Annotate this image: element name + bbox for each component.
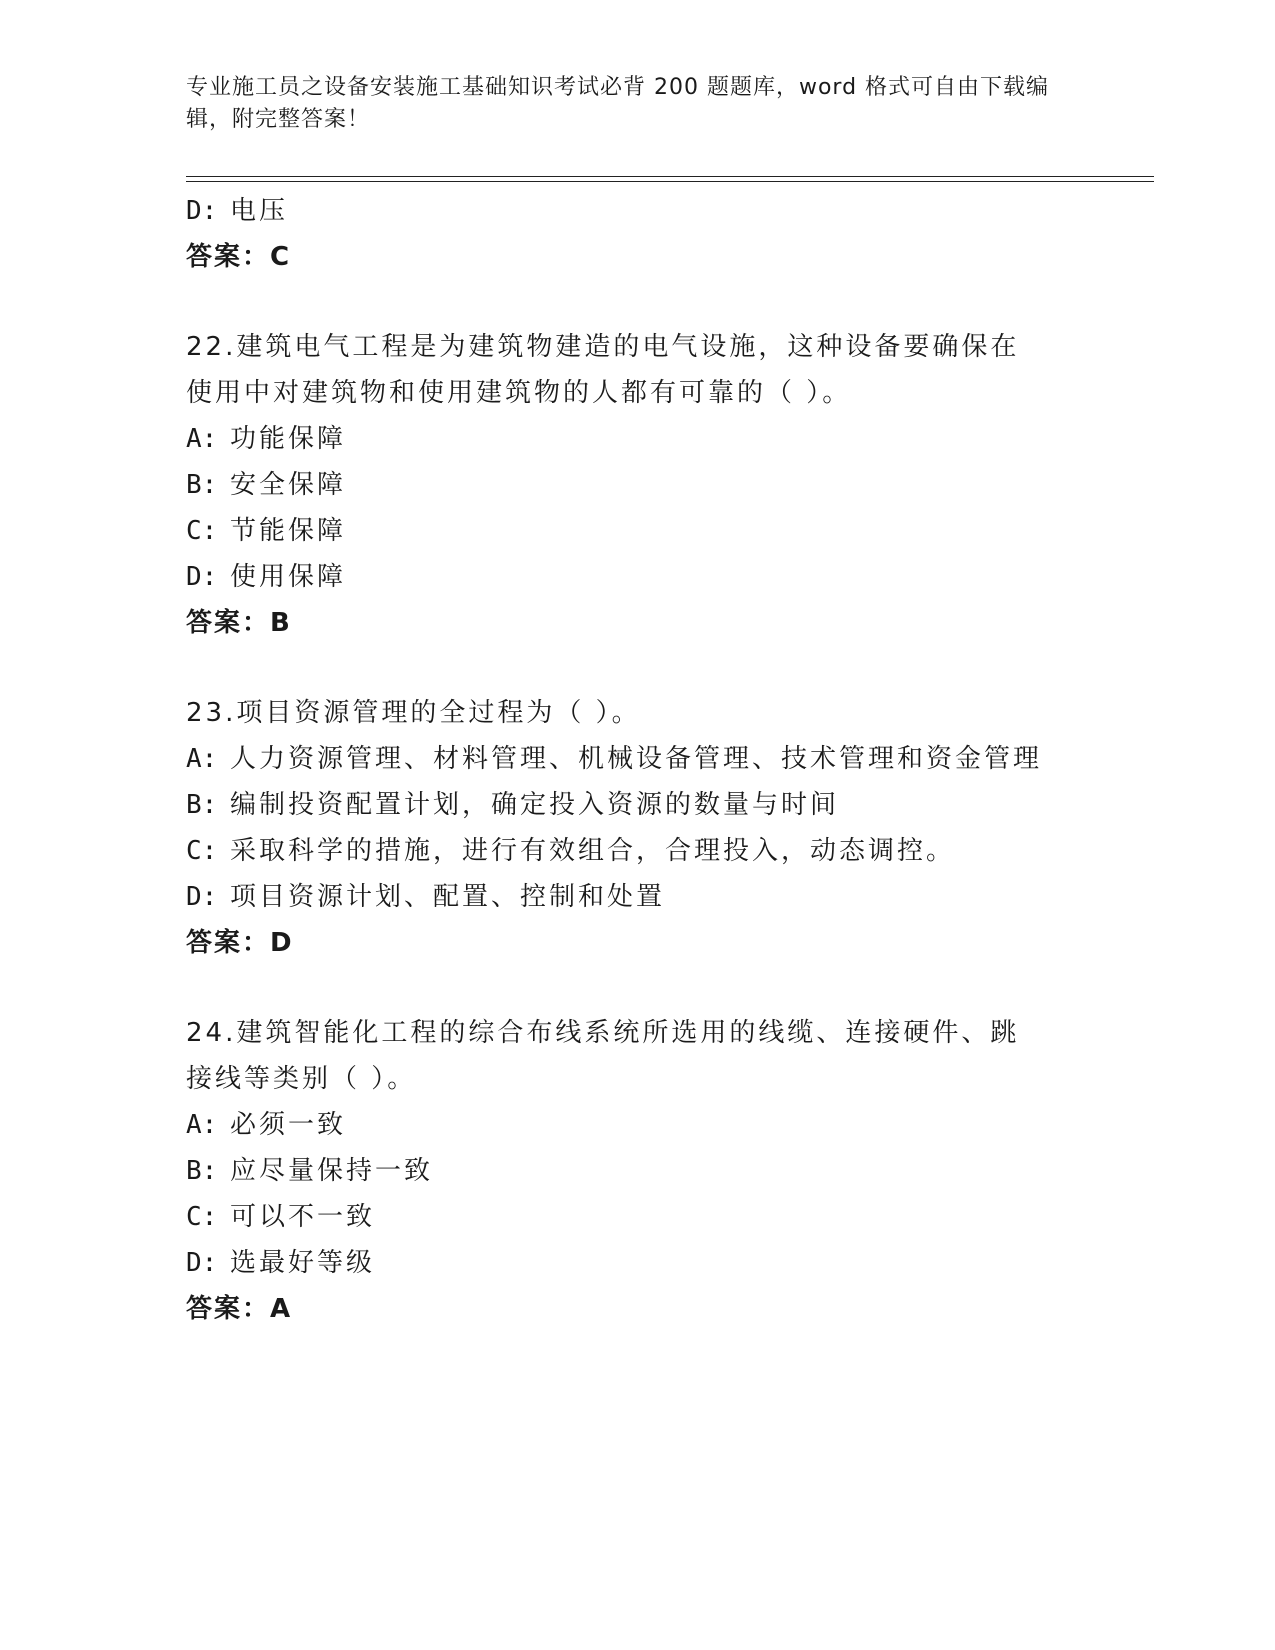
option-text: 功能保障 — [230, 424, 347, 454]
question-stem: 23.项目资源管理的全过程为（ ）。 — [186, 698, 641, 728]
option-a — [186, 1102, 1086, 1148]
answer: 答案：B — [186, 608, 292, 638]
option-text: 项目资源计划、配置、控制和处置 — [230, 882, 666, 912]
option-b — [186, 782, 1086, 828]
question-stem: 24.建筑智能化工程的综合布线系统所选用的线缆、连接硬件、跳接线等类别（ ）。 — [186, 1018, 1020, 1094]
option-letter: C: — [186, 516, 218, 546]
option-letter: A: — [186, 744, 218, 774]
option-d — [186, 554, 1086, 600]
option-letter: B: — [186, 470, 218, 500]
answer: 答案：C — [186, 242, 292, 272]
question-21-tail — [186, 188, 1086, 280]
option-d — [186, 1240, 1086, 1286]
option-c — [186, 508, 1086, 554]
option-b — [186, 1148, 1086, 1194]
option-c — [186, 1194, 1086, 1240]
header-rule-top — [186, 176, 1154, 177]
answer: 答案：D — [186, 928, 294, 958]
option-letter: A: — [186, 424, 218, 454]
option-c — [186, 828, 1086, 874]
option-text: 人力资源管理、材料管理、机械设备管理、技术管理和资金管理 — [230, 744, 1043, 774]
option-letter: D: — [186, 196, 218, 226]
option-letter: A: — [186, 1110, 218, 1140]
option-d — [186, 874, 1086, 920]
question-23 — [186, 690, 1086, 966]
option-text: 节能保障 — [230, 516, 347, 546]
option-text: 安全保障 — [230, 470, 347, 500]
header-rule-bottom — [186, 181, 1154, 182]
document-header: 专业施工员之设备安装施工基础知识考试必背 200 题题库，word 格式可自由下载编辑，附完整答案！ — [186, 75, 1050, 132]
answer: 答案：A — [186, 1294, 293, 1324]
option-text: 采取科学的措施，进行有效组合，合理投入，动态调控。 — [230, 836, 956, 866]
option-text: 选最好等级 — [230, 1248, 376, 1278]
option-b — [186, 462, 1086, 508]
question-stem: 22.建筑电气工程是为建筑物建造的电气设施，这种设备要确保在使用中对建筑物和使用建筑物的人都有可靠的（ ）。 — [186, 332, 1020, 408]
option-letter: C: — [186, 1202, 218, 1232]
option-a — [186, 736, 1086, 782]
option-letter: D: — [186, 1248, 218, 1278]
option-text: 必须一致 — [230, 1110, 347, 1140]
question-list — [186, 188, 1086, 1332]
question-24 — [186, 1010, 1086, 1332]
option-letter: B: — [186, 1156, 218, 1186]
option-letter: D: — [186, 562, 218, 592]
question-22 — [186, 324, 1086, 646]
option-text: 编制投资配置计划，确定投入资源的数量与时间 — [230, 790, 840, 820]
option-text: 使用保障 — [230, 562, 347, 592]
option-d — [186, 188, 1086, 234]
option-letter: D: — [186, 882, 218, 912]
option-letter: B: — [186, 790, 218, 820]
option-text: 应尽量保持一致 — [230, 1156, 434, 1186]
option-text: 可以不一致 — [230, 1202, 376, 1232]
option-text: 电压 — [230, 196, 289, 226]
option-a — [186, 416, 1086, 462]
option-letter: C: — [186, 836, 218, 866]
